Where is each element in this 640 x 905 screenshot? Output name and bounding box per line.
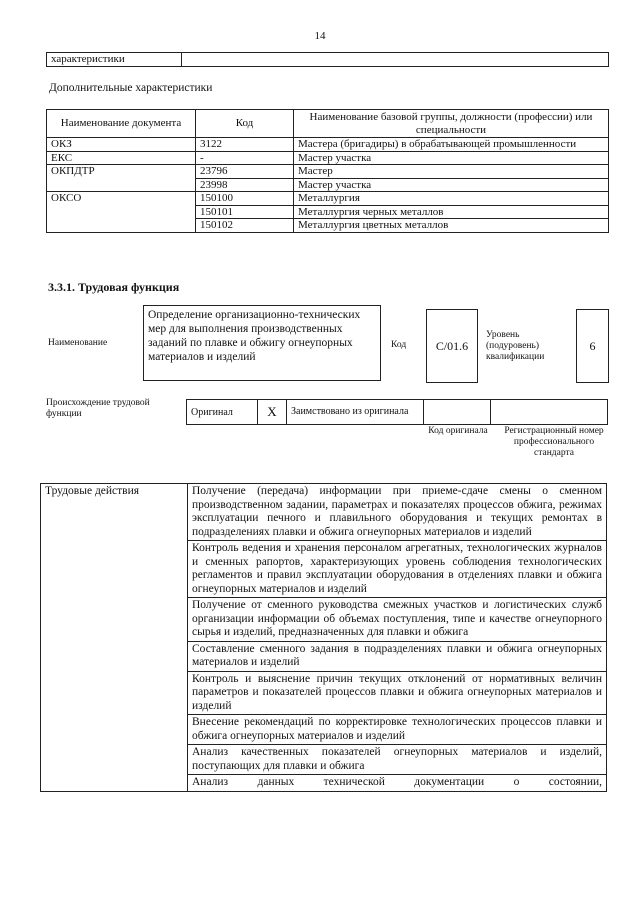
labor-action: Внесение рекомендаций по корректировке технологических процессов плавки и обжига огнеупорных материалов и изделий	[188, 715, 607, 745]
cell-name: Мастера (бригадиры) в обрабатывающей промышленности	[294, 138, 609, 152]
name-label: Наименование	[48, 338, 108, 348]
additional-title: Дополнительные характеристики	[49, 82, 213, 94]
labor-action: Анализ данных технической документации о состоянии,	[188, 775, 607, 792]
characteristics-row	[46, 52, 609, 67]
header-name: Наименование базовой группы, должности (профессии) или специальности	[294, 110, 609, 138]
cell-name: Мастер участка	[294, 178, 609, 192]
origin-table	[186, 399, 608, 425]
function-name: Определение организационно-технических мер для выполнения производственных заданий по плавке и обжигу огнеупорных материалов и изделий	[143, 305, 381, 381]
cell-doc: ОКПДТР	[47, 165, 196, 192]
level-label: Уровень (подуровень) квалификации	[486, 330, 545, 362]
origin-label: Происхождение трудовой функции	[46, 398, 150, 419]
cell-name: Мастер участка	[294, 151, 609, 165]
labor-action: Анализ качественных показателей огнеупорных материалов и изделий, поступающих для плавки и обжига	[188, 745, 607, 775]
table-row	[47, 165, 609, 179]
reg-number-cell	[491, 400, 608, 425]
cell-doc: ЕКС	[47, 151, 196, 165]
characteristics-label: характеристики	[47, 53, 182, 67]
cell-doc: ОКЗ	[47, 138, 196, 152]
original-mark: X	[258, 400, 287, 425]
page-number: 14	[314, 30, 326, 42]
cell-name: Мастер	[294, 165, 609, 179]
labor-action: Получение (передача) информации при приеме-сдаче смены о сменном производственном задании, параметрах и показателях процессов обжига, режимах эксплуатации печного и плавильного оборудования и текущих ремонтах в подразделениях плавки и обжига огнеупорных материалов и изделий	[188, 484, 607, 541]
labor-label: Трудовые действия	[41, 484, 188, 792]
cell-code: 3122	[196, 138, 294, 152]
cell-code: -	[196, 151, 294, 165]
labor-action: Контроль ведения и хранения персоналом агрегатных, технологических журналов и сменных рапортов, характеризующих уровень соблюдения технологических регламентов и правил эксплуатации оборудования в отделениях плавки и обжига огнеупорных материалов и изделий	[188, 541, 607, 598]
cell-name: Металлургия цветных металлов	[294, 219, 609, 233]
header-code: Код	[196, 110, 294, 138]
code-original-label: Код оригинала	[428, 426, 488, 436]
reg-number-label: Регистрационный номер профессионального стандарта	[504, 426, 604, 458]
labor-action: Контроль и выяснение причин текущих отклонений от нормативных величин параметров и показателей процессов плавки и обжига огнеупорных материалов и изделий	[188, 671, 607, 715]
labor-action: Получение от сменного руководства смежных участков и логистических служб организации информации об объемах поступления, типе и качестве огнеупорного сырья и изделий, предназначенных для плавки и обжига	[188, 598, 607, 642]
header-doc: Наименование документа	[47, 110, 196, 138]
cell-code: 150101	[196, 205, 294, 219]
labor-action: Составление сменного задания в подразделениях плавки и обжига огнеупорных материалов и изделий	[188, 641, 607, 671]
cell-code: 150102	[196, 219, 294, 233]
characteristics-value	[182, 53, 609, 67]
function-code: С/01.6	[426, 309, 478, 383]
borrowed-label: Заимствовано из оригинала	[287, 400, 424, 425]
table-row	[47, 138, 609, 152]
additional-table	[46, 109, 609, 233]
code-original-cell	[424, 400, 491, 425]
cell-name: Металлургия черных металлов	[294, 205, 609, 219]
cell-doc: ОКСО	[47, 192, 196, 233]
cell-name: Металлургия	[294, 192, 609, 206]
code-label: Код	[391, 340, 407, 350]
table-row	[47, 151, 609, 165]
cell-code: 150100	[196, 192, 294, 206]
function-level: 6	[576, 309, 609, 383]
table-row	[41, 484, 607, 541]
table-row	[47, 192, 609, 206]
section-title: 3.3.1. Трудовая функция	[48, 280, 180, 294]
cell-code: 23796	[196, 165, 294, 179]
cell-code: 23998	[196, 178, 294, 192]
original-label: Оригинал	[187, 400, 258, 425]
labor-actions-table	[40, 483, 607, 792]
